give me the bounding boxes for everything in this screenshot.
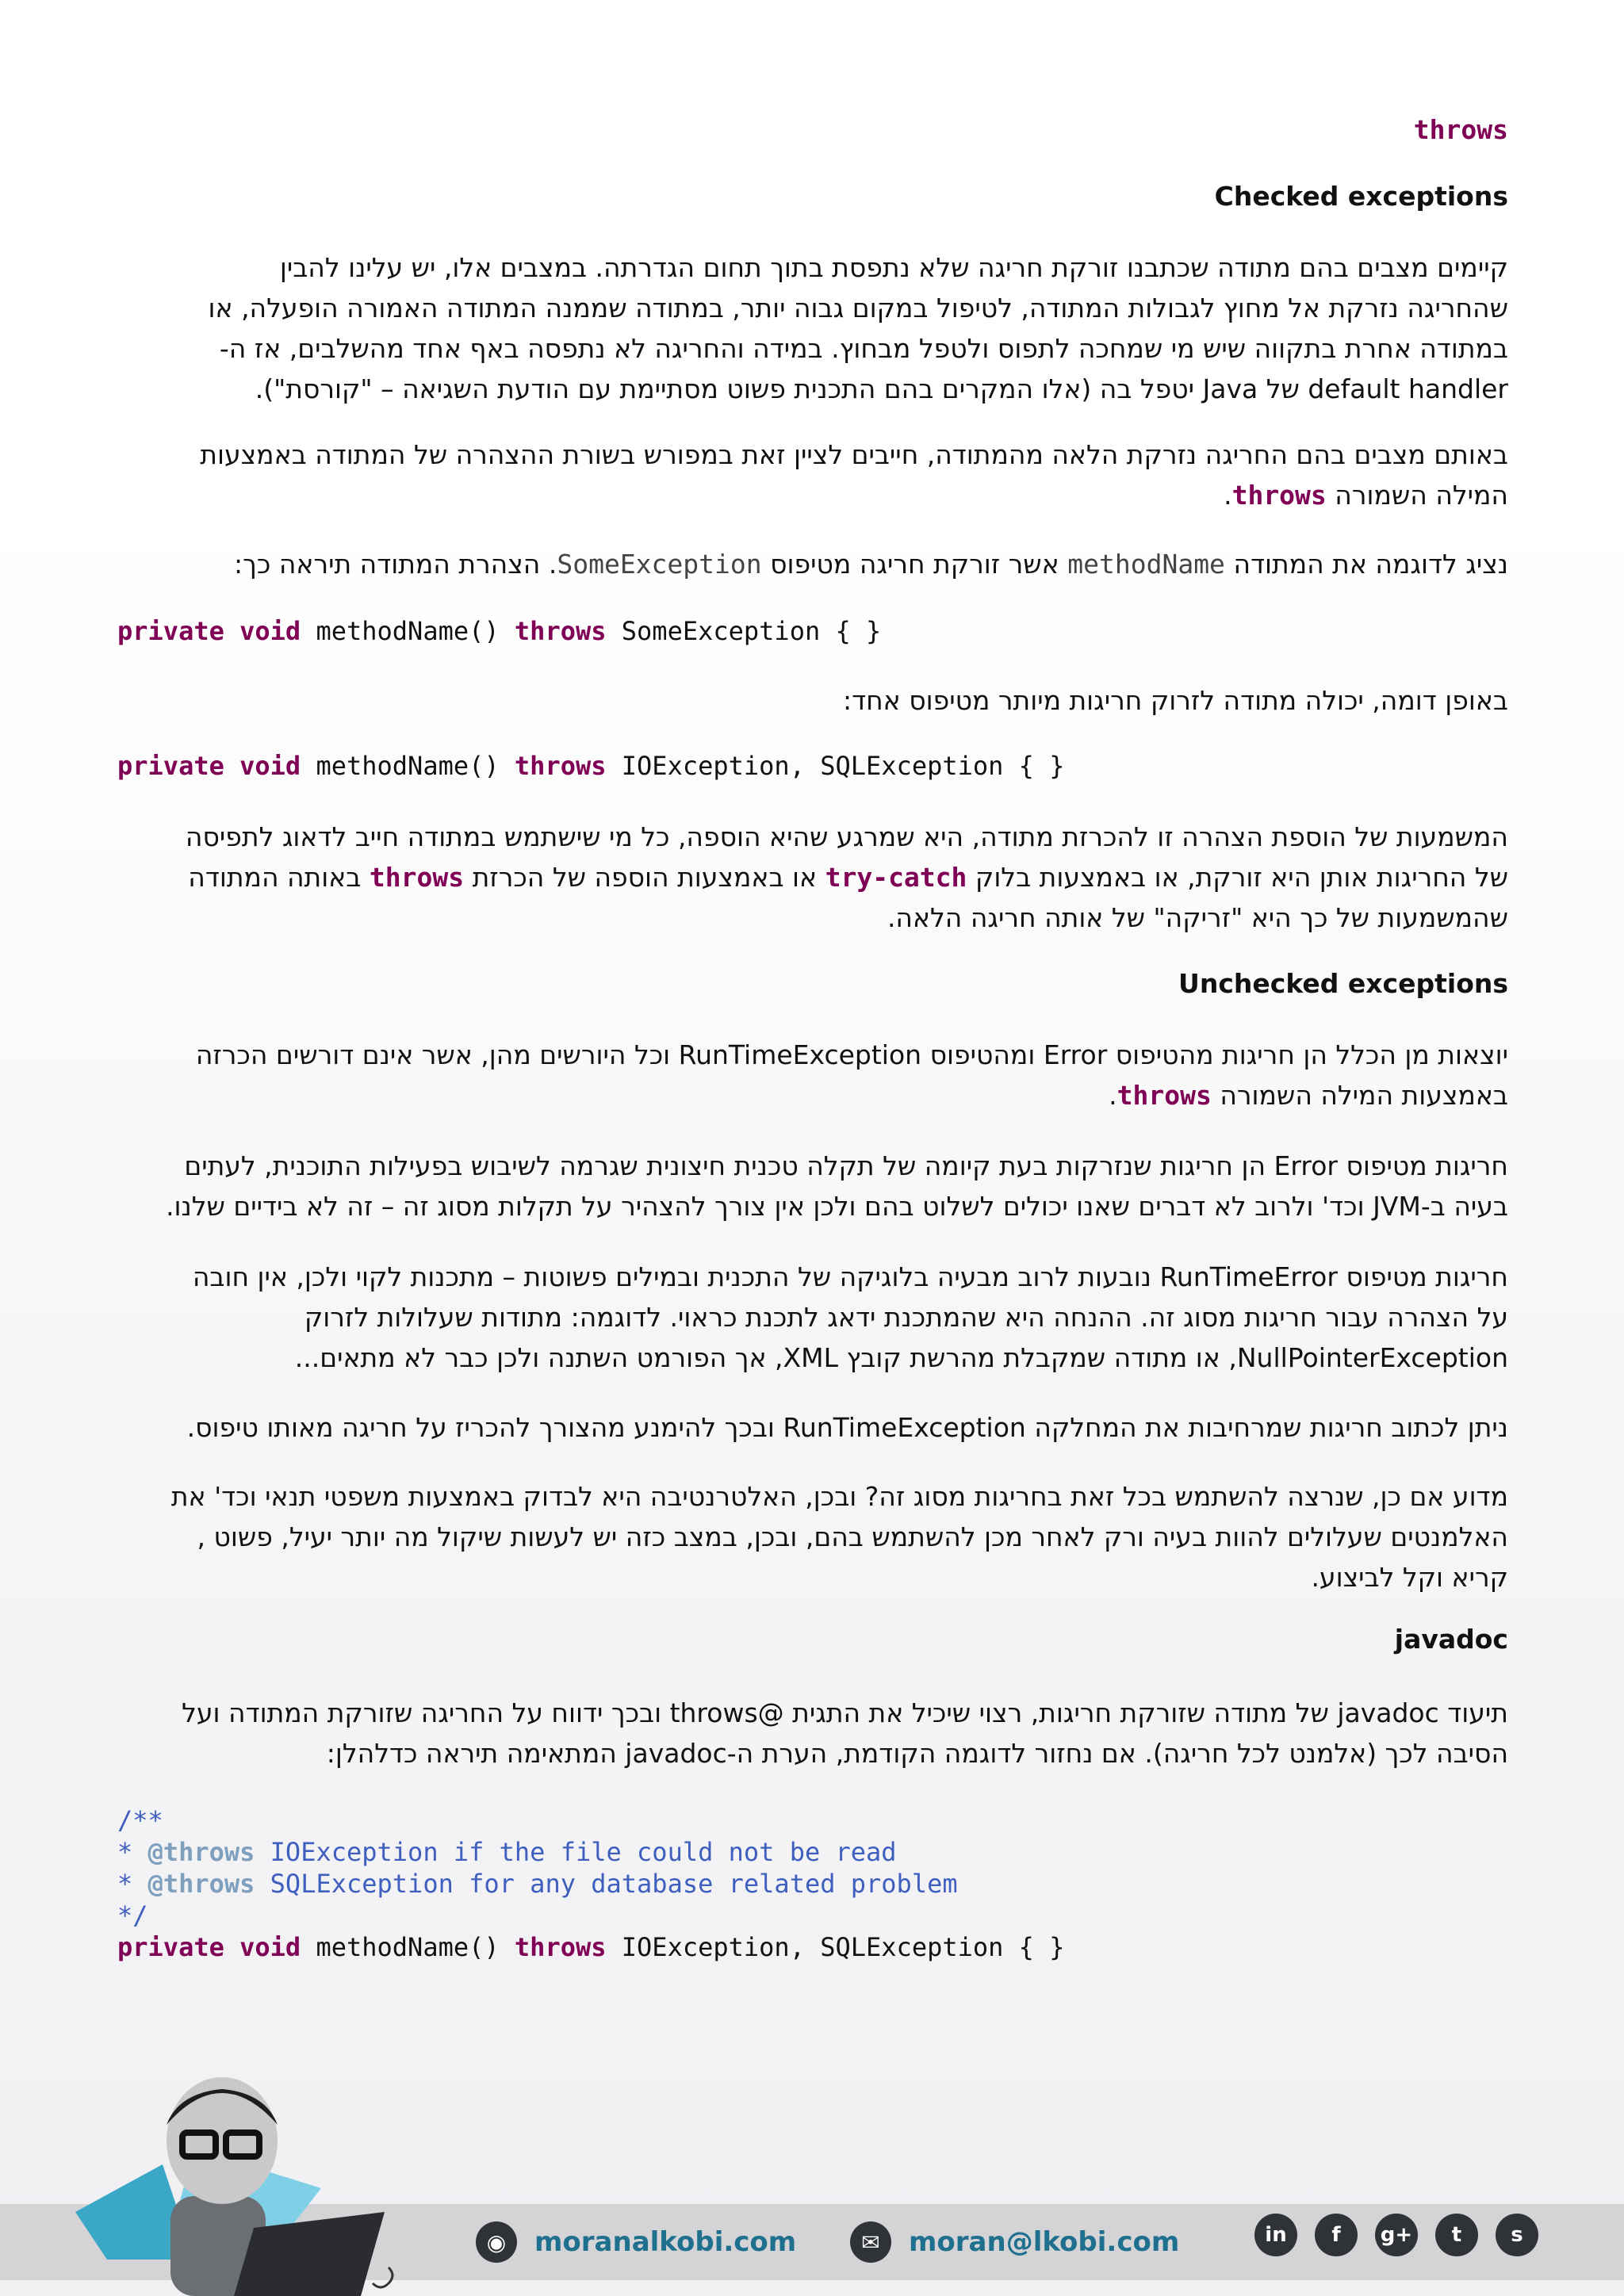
text-span: .: [1224, 480, 1232, 511]
website-text: moranalkobi.com: [534, 2226, 797, 2258]
code-text: methodName(): [301, 751, 515, 781]
code-text: *: [117, 1837, 148, 1867]
paragraph-why-use: [117, 1476, 1508, 1598]
text-span: באותה המתודה: [188, 862, 362, 893]
text-line: [117, 475, 1508, 515]
method-name-code: methodName: [1067, 549, 1225, 580]
text-span: אשר זורקת חריגה מטיפוס: [770, 549, 1059, 580]
code-comment: [117, 1868, 1064, 1900]
twitter-icon[interactable]: t: [1435, 2214, 1478, 2256]
code-comment: */: [117, 1900, 148, 1931]
code-text: SQLException for any database related problem: [255, 1869, 958, 1899]
paragraph-example-intro: [117, 544, 1508, 584]
code-text: methodName(): [301, 1932, 515, 1962]
text-line: במתודה אחרת בתקווה שיש מי שמחכה לתפוס ולטפל מבחוץ. במידה והחריגה לא נתפסה באף אחד מהשלבים, אז ה-: [219, 333, 1508, 364]
text-line: [117, 1075, 1508, 1115]
code-text: SomeException { }: [606, 616, 882, 646]
code-line: [117, 1931, 1064, 1963]
text-line: בעיה ב-JVM וכד' ולרוב לא דברים שאנו יכולים לשלוט בהם ולכן אין צורך להצהיר על תקלות מסוג זה – זה לא בידיים שלנו.: [166, 1191, 1508, 1222]
text-line: [117, 544, 1508, 584]
code-text: IOException, SQLException { }: [606, 751, 1065, 781]
code-keyword: private: [117, 1932, 224, 1962]
skype-icon[interactable]: s: [1496, 2214, 1538, 2256]
text-span: . הצהרת המתודה תיראה כך:: [234, 549, 557, 580]
code-text: IOException if the file could not be read: [255, 1837, 897, 1867]
code-comment: /**: [117, 1805, 163, 1835]
text-line: קיימים מצבים בהם מתודה שכתבנו זורקת חריגה שלא נתפסת בתוך תחום הגדרתה. במצבים אלו, יש עלינו להבין: [279, 252, 1508, 283]
code-text: IOException, SQLException { }: [606, 1932, 1065, 1962]
paragraph-checked-intro: [117, 247, 1508, 409]
text-line: שהחריגה נזרקת אל מחוץ לגבולות המתודה, לטיפול במקום גבוה יותר, במתודה שממנה המתודה האמורה הופעלה, או: [208, 293, 1508, 323]
paragraph-error-type: [117, 1146, 1508, 1226]
throws-keyword: throws: [1231, 480, 1327, 511]
globe-icon: ◉: [476, 2221, 517, 2263]
text-span: או באמצעות הוספה של הכרזת: [472, 862, 818, 893]
text-line: NullPointerException, או מתודה שמקבלת מהרשת קובץ XML, אך הפורמט השתנה ולכן כבר לא מתאים...: [294, 1342, 1508, 1373]
text-line: על הצהרה עבור חריגות מסוג זה. ההנחה היא שהמתכנת ידאג לתכנת כראוי. לדוגמה: מתודות שעלולות לזרוק: [304, 1302, 1508, 1333]
mail-icon: ✉: [850, 2221, 891, 2263]
code-keyword: throws: [514, 751, 607, 781]
code-comment: [117, 1836, 1064, 1868]
text-span: של החריגות אותן היא זורקת, או באמצעות בלוק: [975, 862, 1508, 893]
character-illustration: [75, 2077, 408, 2296]
text-line: מדוע אם כן, שנרצה להשתמש בכל זאת בחריגות מסוג זה? ובכן, האלטרנטיבה היא לבדוק באמצעות משפטי תנאי וכד' את: [170, 1481, 1508, 1512]
code-keyword: void: [239, 1932, 301, 1962]
google-plus-icon[interactable]: g+: [1375, 2214, 1418, 2256]
code-block-javadoc: [117, 1804, 1064, 1963]
text-line: default handler של Java יטפל בה (אלו המקרים בהם התכנית פשוט מסתיימת עם הודעת השגיאה – "קורסת").: [255, 373, 1508, 404]
paragraph-unchecked-intro: [117, 1035, 1508, 1115]
text-line: [117, 857, 1508, 897]
paragraph-runtime-error: [117, 1257, 1508, 1378]
code-keyword: private: [117, 751, 224, 781]
text-span: באמצעות המילה השמורה: [1220, 1080, 1508, 1111]
code-keyword: void: [239, 616, 301, 646]
javadoc-tag: @throws: [147, 1837, 255, 1867]
exception-name-code: SomeException: [557, 549, 762, 580]
text-line: הסיבה לכך (אלמנט לכל חריגה). אם נחזור לדוגמה הקודמת, הערת ה-javadoc המתאימה תיראה כדלהלן:: [326, 1738, 1508, 1769]
code-text: *: [117, 1869, 148, 1899]
text-line: קריא וקל לביצוע.: [1311, 1562, 1508, 1593]
website-link[interactable]: [476, 2217, 796, 2267]
text-line: חריגות מטיפוס RunTimeError נובעות לרוב מבעיה בלוגיקה של התכנית ובמילים פשוטות – מתכנות לקוי ולכן, אין חובה: [192, 1261, 1508, 1292]
paragraph-extend-runtime: ניתן לכתוב חריגות שמרחיבות את המחלקה RunTimeException ובכך להימנע מהצורך להכריז על חריגה מאותו טיפוס.: [186, 1412, 1508, 1443]
paragraph-multiple-types: באופן דומה, יכולה מתודה לזרוק חריגות מיותר מטיפוס אחד:: [842, 685, 1508, 716]
code-keyword: void: [239, 751, 301, 781]
throws-keyword: throws: [1116, 1080, 1212, 1111]
linkedin-icon[interactable]: in: [1254, 2214, 1297, 2256]
code-keyword: throws: [514, 616, 607, 646]
code-block-multiple-throws: [117, 750, 1064, 782]
code-keyword: private: [117, 616, 224, 646]
cable: [373, 2267, 393, 2287]
paragraph-throws-declaration: [117, 434, 1508, 515]
code-text: methodName(): [301, 616, 515, 646]
throws-keyword: throws: [369, 862, 465, 893]
paragraph-meaning: [117, 817, 1508, 938]
text-line: באותם מצבים בהם החריגה נזרקת הלאה מהמתודה, חייבים לציין זאת במפורש בשורת ההצהרה של המתודה באמצעות: [200, 439, 1508, 470]
text-span: נציג לדוגמה את המתודה: [1233, 549, 1508, 580]
paragraph-javadoc: [117, 1693, 1508, 1774]
code-block-single-throws: [117, 615, 881, 647]
try-catch-keyword: try-catch: [825, 862, 967, 893]
text-line: חריגות מטיפוס Error הן חריגות שנזרקות בעת קיומה של תקלה טכנית חיצונית שגרמה לשיבוש בפעילות התוכנית, לעתים: [184, 1150, 1508, 1181]
text-line: תיעוד javadoc של מתודה שזורקת חריגות, רצוי שיכיל את התגית @throws ובכך ידווח על החריגה שזורקת המתודה ועל: [182, 1697, 1508, 1728]
text-line: המשמעות של הוספת הצהרה זו להכרזת מתודה, היא שמרגע שהיא הוספה, כל מי שישתמש במתודה חייב לדאוג לתפיסה: [185, 821, 1508, 852]
facebook-icon[interactable]: f: [1315, 2214, 1358, 2256]
text-line: יוצאות מן הכלל הן חריגות מהטיפוס Error ומהטיפוס RunTimeException וכל היורשים מהן, אשר אינם דורשים הכרזה: [195, 1039, 1508, 1070]
code-keyword: throws: [514, 1932, 607, 1962]
email-link[interactable]: [850, 2217, 1179, 2267]
javadoc-heading: javadoc: [1394, 1624, 1508, 1655]
throws-heading: throws: [1413, 114, 1508, 145]
javadoc-tag: @throws: [147, 1869, 255, 1899]
text-line: שהמשמעות של כך היא "זריקה" של אותה חריגה הלאה.: [887, 902, 1508, 933]
email-text: moran@lkobi.com: [909, 2226, 1180, 2258]
text-span: המילה השמורה: [1335, 480, 1508, 511]
text-span: .: [1109, 1080, 1117, 1111]
checked-exceptions-heading: Checked exceptions: [1214, 181, 1508, 212]
unchecked-exceptions-heading: Unchecked exceptions: [1178, 968, 1508, 999]
text-line: האלמנטים שעלולים להוות בעיה ורק לאחר מכן להשתמש בהם, ובכן, במצב כזה יש לעשות שיקול מה יותר יעיל, פשוט ,: [197, 1521, 1508, 1552]
